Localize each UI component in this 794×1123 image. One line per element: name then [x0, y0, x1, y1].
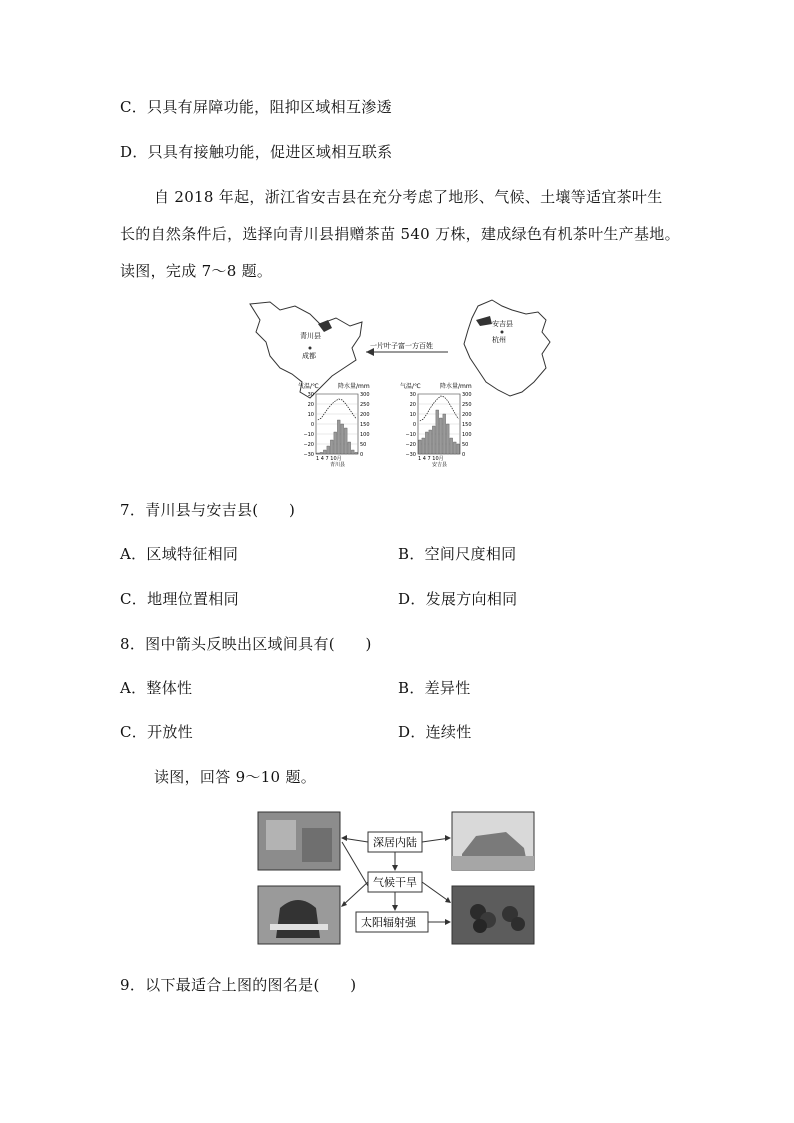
left-precip-bar	[355, 452, 358, 454]
left-precip-bar	[323, 450, 326, 454]
climate-chart-left	[298, 382, 370, 468]
left-precip-bar	[348, 442, 351, 454]
q7-option-b: B．空间尺度相同	[398, 545, 517, 563]
right-temp-tick: −10	[405, 432, 416, 438]
right-month-ticks: 1 4 7 10月	[418, 456, 444, 462]
left-precip-bar	[351, 450, 354, 454]
q8-option-c: C．开放性	[120, 723, 193, 741]
arrow-text: 一片叶子富一方百姓	[370, 342, 433, 350]
right-temp-label: 气温/℃	[400, 383, 421, 390]
right-precip-tick: 250	[462, 402, 472, 408]
qingchuan-marker	[318, 320, 332, 332]
right-precip-bar	[432, 426, 435, 454]
photo-cave-dwelling	[258, 812, 340, 870]
photo-yardang	[452, 812, 534, 870]
left-temp-tick: −10	[303, 432, 314, 438]
intro-line-1: 自 2018 年起，浙江省安吉县在充分考虑了地形、气候、土壤等适宜茶叶生	[154, 188, 663, 206]
node-arid: 气候干旱	[373, 876, 417, 889]
climate-chart-right	[400, 382, 472, 468]
q8-option-a: A．整体性	[120, 679, 193, 697]
right-precip-bar	[436, 410, 439, 454]
right-precip-tick: 100	[462, 432, 472, 438]
q7-stem: 7．青川县与安吉县( )	[120, 501, 296, 519]
right-precip-bar	[439, 418, 442, 454]
flow-figure	[256, 808, 536, 948]
left-precip-bar	[316, 453, 319, 454]
right-precip-label: 降水量/mm	[440, 383, 472, 390]
left-precip-tick: 0	[360, 452, 364, 458]
left-precip-bar	[337, 420, 340, 454]
left-temp-line	[318, 399, 357, 420]
left-temp-tick: 20	[307, 402, 314, 408]
right-temp-tick: −20	[405, 442, 416, 448]
left-precip-tick: 50	[360, 442, 367, 448]
right-precip-bar	[418, 440, 421, 454]
left-precip-bar	[344, 428, 347, 454]
right-temp-tick: −30	[405, 452, 416, 458]
hangzhou-label: 杭州	[492, 336, 506, 344]
right-precip-bar	[446, 424, 449, 454]
left-precip-label: 降水量/mm	[338, 383, 370, 390]
q7-option-a: A．区域特征相同	[120, 545, 239, 563]
left-precip-tick: 100	[360, 432, 370, 438]
photo-karez	[258, 886, 340, 944]
intro-line-3: 读图，完成 7～8 题。	[120, 262, 273, 280]
right-precip-tick: 50	[462, 442, 469, 448]
right-temp-tick: 20	[409, 402, 416, 408]
q8-option-d: D．连续性	[398, 723, 472, 741]
right-precip-bar	[425, 432, 428, 454]
left-precip-bar	[327, 446, 330, 454]
option-c-prev: C．只具有屏障功能，阻抑区域相互渗透	[120, 98, 392, 116]
anji-label: 安吉县	[492, 320, 513, 328]
right-precip-tick: 200	[462, 412, 472, 418]
left-precip-bar	[341, 424, 344, 454]
right-precip-bar	[429, 430, 432, 454]
option-d-prev: D．只具有接触功能，促进区域相互联系	[120, 143, 393, 161]
left-precip-tick: 150	[360, 422, 370, 428]
right-province-outline	[464, 300, 550, 396]
left-temp-tick: −30	[303, 452, 314, 458]
left-temp-label: 气温/℃	[298, 383, 319, 390]
right-precip-bar	[457, 444, 460, 454]
left-temp-tick: −20	[303, 442, 314, 448]
right-precip-bar	[450, 438, 453, 454]
left-caption: 青川县	[330, 462, 346, 468]
left-temp-tick: 10	[307, 412, 314, 418]
left-precip-tick: 300	[360, 392, 370, 398]
left-precip-bar	[330, 440, 333, 454]
left-month-ticks: 1 4 7 10月	[316, 456, 342, 462]
left-temp-tick: 30	[307, 392, 314, 398]
intro-9-10: 读图，回答 9～10 题。	[154, 768, 317, 786]
qingchuan-label: 青川县	[300, 332, 321, 340]
right-temp-tick: 0	[412, 422, 416, 428]
left-precip-bar	[320, 452, 323, 454]
right-precip-tick: 150	[462, 422, 472, 428]
q8-stem: 8．图中箭头反映出区域间具有( )	[120, 635, 372, 653]
q7-option-d: D．发展方向相同	[398, 590, 518, 608]
right-caption: 安吉县	[432, 462, 448, 468]
anji-marker	[476, 316, 492, 326]
q8-option-b: B．差异性	[398, 679, 471, 697]
left-temp-tick: 0	[310, 422, 314, 428]
right-temp-line	[420, 396, 459, 421]
right-precip-bar	[422, 438, 425, 454]
node-radiation: 太阳辐射强	[361, 916, 416, 929]
left-precip-tick: 200	[360, 412, 370, 418]
right-precip-tick: 300	[462, 392, 472, 398]
right-precip-tick: 0	[462, 452, 466, 458]
left-precip-bar	[334, 432, 337, 454]
node-inland: 深居内陆	[373, 836, 417, 849]
right-temp-tick: 30	[409, 392, 416, 398]
chengdu-label: 成都	[302, 352, 316, 360]
map-climate-figure	[240, 296, 560, 476]
q9-stem: 9．以下最适合上图的图名是( )	[120, 976, 357, 994]
left-precip-tick: 250	[360, 402, 370, 408]
intro-line-2: 长的自然条件后，选择向青川县捐赠茶苗 540 万株，建成绿色有机茶叶生产基地。	[120, 225, 680, 243]
right-precip-bar	[453, 442, 456, 454]
right-temp-tick: 10	[409, 412, 416, 418]
q7-option-c: C．地理位置相同	[120, 590, 239, 608]
right-precip-bar	[443, 414, 446, 454]
photo-grapes	[452, 886, 534, 944]
